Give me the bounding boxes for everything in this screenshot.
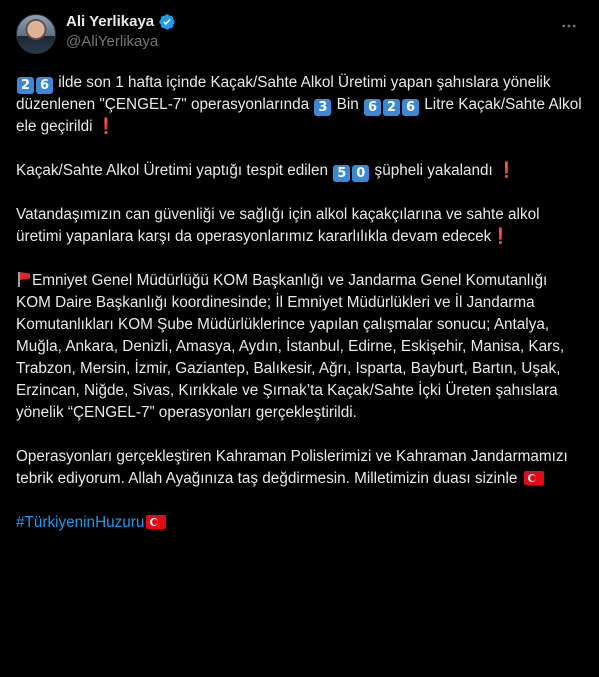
paragraph-5 <box>16 446 583 490</box>
exclamation-icon: ❗ <box>497 162 517 179</box>
text-segment: Vatandaşımızın can güvenliği ve sağlığı için alkol kaçakçılarına ve sahte alkol üretimi yapanlara karşı da operasyonlarımız kararlılıkla devam edecek <box>16 206 540 245</box>
display-name[interactable]: Ali Yerlikaya <box>66 13 155 30</box>
name-row <box>66 12 176 32</box>
turkey-flag-icon <box>524 471 544 485</box>
avatar[interactable] <box>16 14 56 54</box>
keycap-digit: 6 <box>402 99 419 116</box>
keycap-digit: 3 <box>314 99 331 116</box>
text-segment: ilde son 1 hafta içinde Kaçak/Sahte Alkol Üretimi yapan şahıslara yönelik düzenlenen "ÇENGEL-7" operasyonlarında <box>16 74 551 113</box>
tweet-header <box>16 12 583 60</box>
keycap-digit: 6 <box>364 99 381 116</box>
verified-badge-icon <box>158 13 176 31</box>
keycap-digit: 2 <box>17 77 34 94</box>
exclamation-icon: ❗ <box>491 228 511 245</box>
text-segment: Operasyonları gerçekleştiren Kahraman Polislerimizi ve Kahraman Jandarmamızı tebrik ediyorum. Allah Ayağınıza taş değdirmesin. Milletimizin duası sizinle <box>16 448 568 487</box>
more-options-icon[interactable] <box>557 14 581 38</box>
keycap-digit: 5 <box>333 165 350 182</box>
keycap-digit: 2 <box>383 99 400 116</box>
handle[interactable]: @AliYerlikaya <box>66 33 159 50</box>
paragraph-1 <box>16 72 583 138</box>
paragraph-3 <box>16 204 583 248</box>
keycap-digit: 6 <box>36 77 53 94</box>
text-segment: Emniyet Genel Müdürlüğü KOM Başkanlığı ve Jandarma Genel Komutanlığı KOM Daire Başkanlığı koordinesinde; İl Emniyet Müdürlükleri ve İl Jandarma Komutanlıkları KOM Şube Müdürlüklerince yapılan çalışmalar sonucu; Antalya, Muğla, Ankara, Denizli, Amasya, Aydın, İstanbul, Edirne, Eskişehir, Manisa, Kars, Trabzon, Mersin, İzmir, Gaziantep, Balıkesir, Ağrı, Isparta, Bayburt, Bartın, Uşak, Erzincan, Niğde, Sivas, Kırıkkale ve Şırnak’ta Kaçak/Sahte İçki Üreten şahıslara yönelik “ÇENGEL-7” operasyonları gerçekleştirildi. <box>16 272 565 421</box>
paragraph-4 <box>16 270 583 424</box>
text-segment: Kaçak/Sahte Alkol Üretimi yaptığı tespit edilen <box>16 162 333 179</box>
text-segment: şüpheli yakalandı <box>370 162 498 179</box>
hashtag-line <box>16 512 583 534</box>
text-segment: Litre Kaçak/Sahte Alkol ele geçirildi <box>16 96 582 135</box>
tweet-text <box>16 72 583 534</box>
triangular-flag-icon <box>16 271 30 287</box>
exclamation-icon: ❗ <box>96 118 116 135</box>
text-segment: Bin <box>332 96 364 113</box>
author-info <box>66 12 176 52</box>
paragraph-2 <box>16 160 583 182</box>
turkey-flag-icon <box>146 515 166 529</box>
keycap-digit: 0 <box>352 165 369 182</box>
hashtag-link[interactable]: #TürkiyeninHuzuru <box>16 514 145 531</box>
